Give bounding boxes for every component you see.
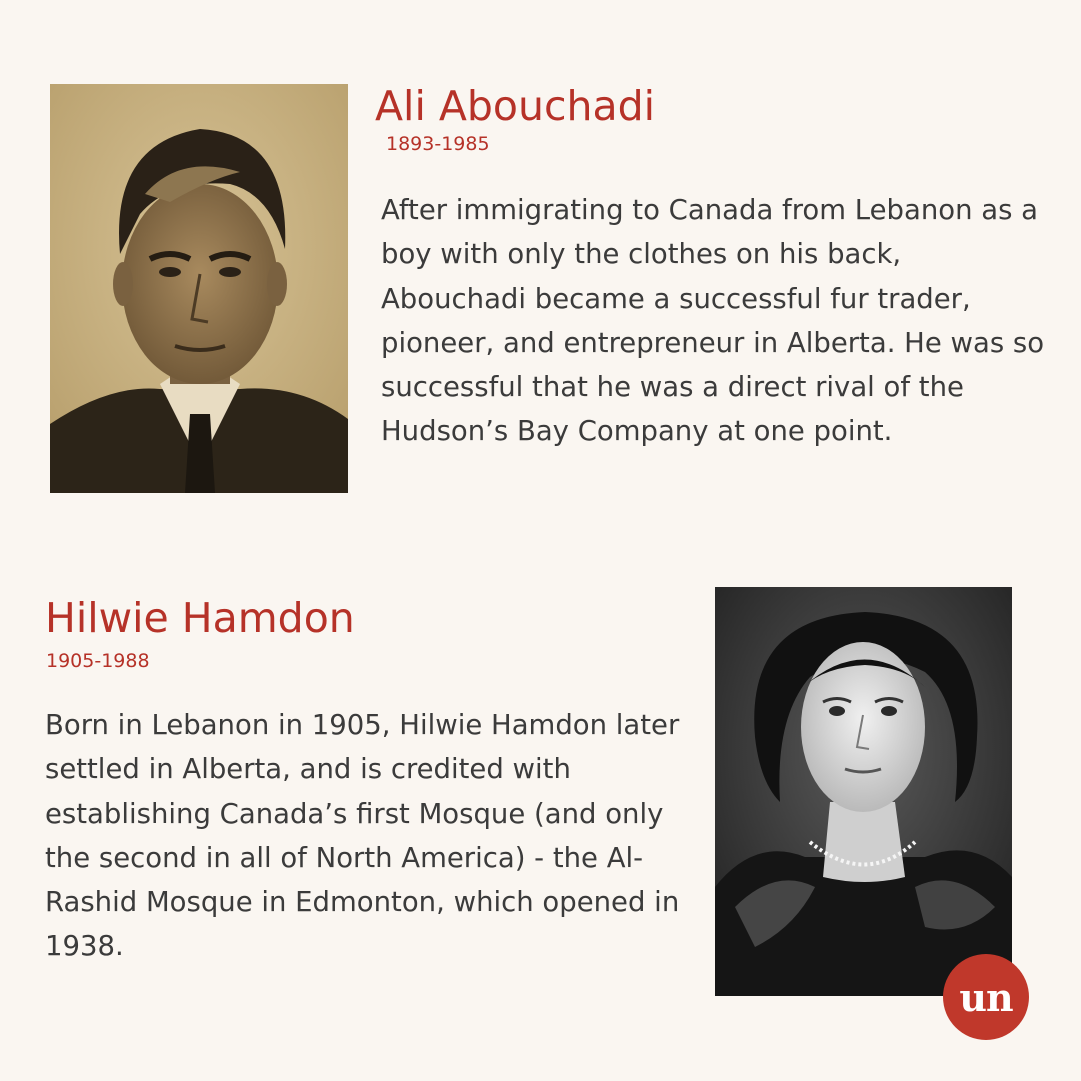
portrait-photo-hilwie-hamdon xyxy=(715,587,1012,996)
person-bio-hilwie-hamdon: Born in Lebanon in 1905, Hilwie Hamdon later settled in Alberta, and is credited with establishing Canada’s first Mosque (and only the second in all of North America) - the Al-Rashid Mosque in Edmonton, which opened in 1938. xyxy=(45,709,680,963)
portrait-photo-ali-abouchadi xyxy=(50,84,348,493)
person-years-ali-abouchadi: 1893-1985 xyxy=(386,133,490,155)
person-name-hilwie-hamdon: Hilwie Hamdon xyxy=(45,594,355,642)
person-name-ali-abouchadi: Ali Abouchadi xyxy=(375,82,656,130)
person-years-hilwie-hamdon: 1905-1988 xyxy=(46,650,150,672)
person-bio-ali-abouchadi: After immigrating to Canada from Lebanon as a boy with only the clothes on his back, Abouchadi became a successful fur trader, pioneer, and entrepreneur in Alberta. He was so successful that he was a direct rival of the Hudson’s Bay Company at one point. xyxy=(381,194,1045,448)
brand-logo: un xyxy=(943,954,1029,1040)
